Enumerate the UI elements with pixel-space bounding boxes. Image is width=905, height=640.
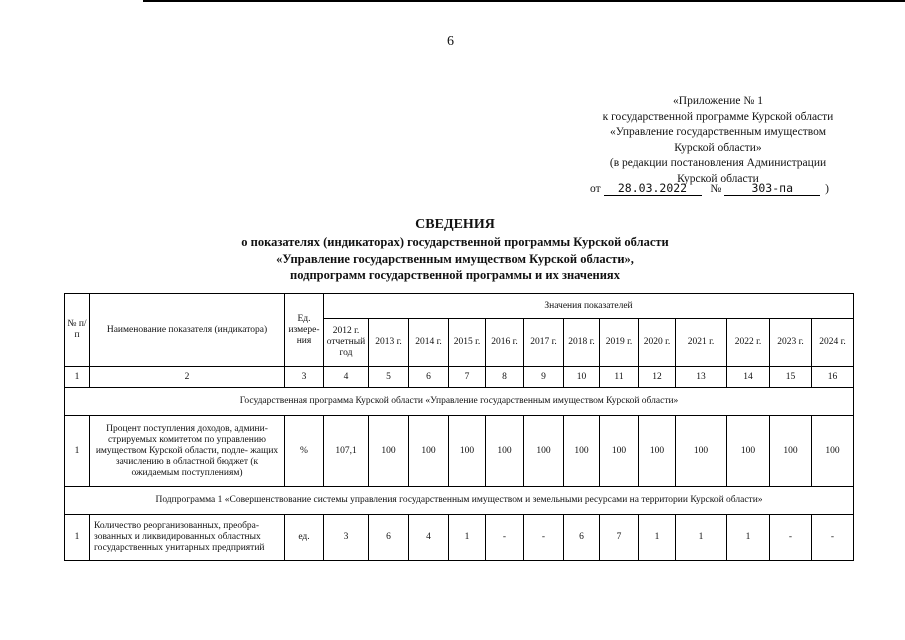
decree-date-line — [590, 182, 829, 196]
heading-line: подпрограмм государственной программы и их значениях — [290, 268, 620, 282]
value-cell: - — [524, 515, 564, 561]
annex-line: «Управление государственным имуществом — [610, 126, 826, 139]
header-year: 2022 г. — [727, 319, 770, 367]
row-no: 1 — [65, 515, 90, 561]
decree-number: 303-па — [724, 182, 820, 196]
value-cell: 100 — [449, 416, 486, 487]
header-values-group: Значения показателей — [324, 294, 854, 319]
indicator-name: Процент поступления доходов, админи- стрируемых комитетом по управлению имуществом Курской области, подле- жащих зачислению в областной бюджет (к ожидаемым поступлениям) — [90, 416, 285, 487]
column-number: 3 — [285, 367, 324, 388]
column-number: 11 — [600, 367, 639, 388]
header-unit: Ед. измере- ния — [285, 294, 324, 367]
column-number: 12 — [639, 367, 676, 388]
header-year: 2019 г. — [600, 319, 639, 367]
column-number: 5 — [369, 367, 409, 388]
section-row-program: Государственная программа Курской области «Управление государственным имуществом Курской области» — [65, 388, 854, 416]
header-year: 2018 г. — [564, 319, 600, 367]
value-cell: 1 — [727, 515, 770, 561]
value-cell: - — [812, 515, 854, 561]
close-paren: ) — [825, 183, 829, 195]
value-cell: 100 — [564, 416, 600, 487]
header-year: 2024 г. — [812, 319, 854, 367]
document-heading — [130, 216, 780, 284]
annex-line: «Приложение № 1 — [673, 95, 763, 107]
header-year: 2015 г. — [449, 319, 486, 367]
value-cell: 100 — [639, 416, 676, 487]
value-cell: 6 — [564, 515, 600, 561]
value-cell: 7 — [600, 515, 639, 561]
annex-block — [578, 94, 858, 188]
header-no: № п/п — [65, 294, 90, 367]
annex-line: (в редакции постановления Администрации — [609, 157, 827, 170]
row-no: 1 — [65, 416, 90, 487]
header-year: 2016 г. — [486, 319, 524, 367]
value-cell: - — [770, 515, 812, 561]
column-number: 9 — [524, 367, 564, 388]
date-prefix: от — [590, 183, 601, 195]
page-number: 6 — [447, 34, 454, 49]
annex-line: Курской области — [677, 172, 759, 185]
value-cell: 1 — [676, 515, 727, 561]
value-cell: 100 — [369, 416, 409, 487]
value-cell: 100 — [770, 416, 812, 487]
heading-title: СВЕДЕНИЯ — [415, 217, 495, 232]
value-cell: 3 — [324, 515, 369, 561]
value-cell: 107,1 — [324, 416, 369, 487]
annex-line: к государственной программе Курской области — [602, 110, 834, 123]
indicator-name: Количество реорганизованных, преобра- зованных и ликвидированных областных государственных унитарных предприятий — [90, 515, 285, 561]
column-number: 10 — [564, 367, 600, 388]
column-number: 2 — [90, 367, 285, 388]
value-cell: 1 — [639, 515, 676, 561]
value-cell: 100 — [676, 416, 727, 487]
column-number: 13 — [676, 367, 727, 388]
value-cell: 100 — [409, 416, 449, 487]
column-number: 14 — [727, 367, 770, 388]
value-cell: 100 — [486, 416, 524, 487]
value-cell: 100 — [524, 416, 564, 487]
value-cell: 1 — [449, 515, 486, 561]
heading-line: «Управление государственным имуществом Курской области», — [276, 251, 634, 266]
number-sign: № — [710, 183, 722, 195]
indicator-unit: ед. — [285, 515, 324, 561]
column-number: 7 — [449, 367, 486, 388]
value-cell: 6 — [369, 515, 409, 561]
column-number: 15 — [770, 367, 812, 388]
column-number: 16 — [812, 367, 854, 388]
value-cell: 4 — [409, 515, 449, 561]
section-row-subprogram: Подпрограмма 1 «Совершенствование системы управления государственным имуществом и земельными ресурсами на территории Курской области» — [65, 487, 854, 515]
value-cell: 100 — [727, 416, 770, 487]
column-number: 1 — [65, 367, 90, 388]
indicator-unit: % — [285, 416, 324, 487]
header-year: 2023 г. — [770, 319, 812, 367]
top-border-line — [143, 0, 905, 2]
column-number: 8 — [486, 367, 524, 388]
heading-line: о показателях (индикаторах) государственной программы Курской области — [241, 235, 669, 249]
column-number: 6 — [409, 367, 449, 388]
header-year: 2021 г. — [676, 319, 727, 367]
header-year: 2012 г. отчетный год — [324, 319, 369, 367]
header-name: Наименование показателя (индикатора) — [90, 294, 285, 367]
value-cell: 100 — [812, 416, 854, 487]
annex-line: Курской области» — [674, 141, 762, 154]
indicators-table — [64, 293, 854, 561]
value-cell: 100 — [600, 416, 639, 487]
column-number: 4 — [324, 367, 369, 388]
header-year: 2014 г. — [409, 319, 449, 367]
header-year: 2020 г. — [639, 319, 676, 367]
header-year: 2017 г. — [524, 319, 564, 367]
value-cell: - — [486, 515, 524, 561]
header-year: 2013 г. — [369, 319, 409, 367]
decree-date: 28.03.2022 — [604, 182, 702, 196]
